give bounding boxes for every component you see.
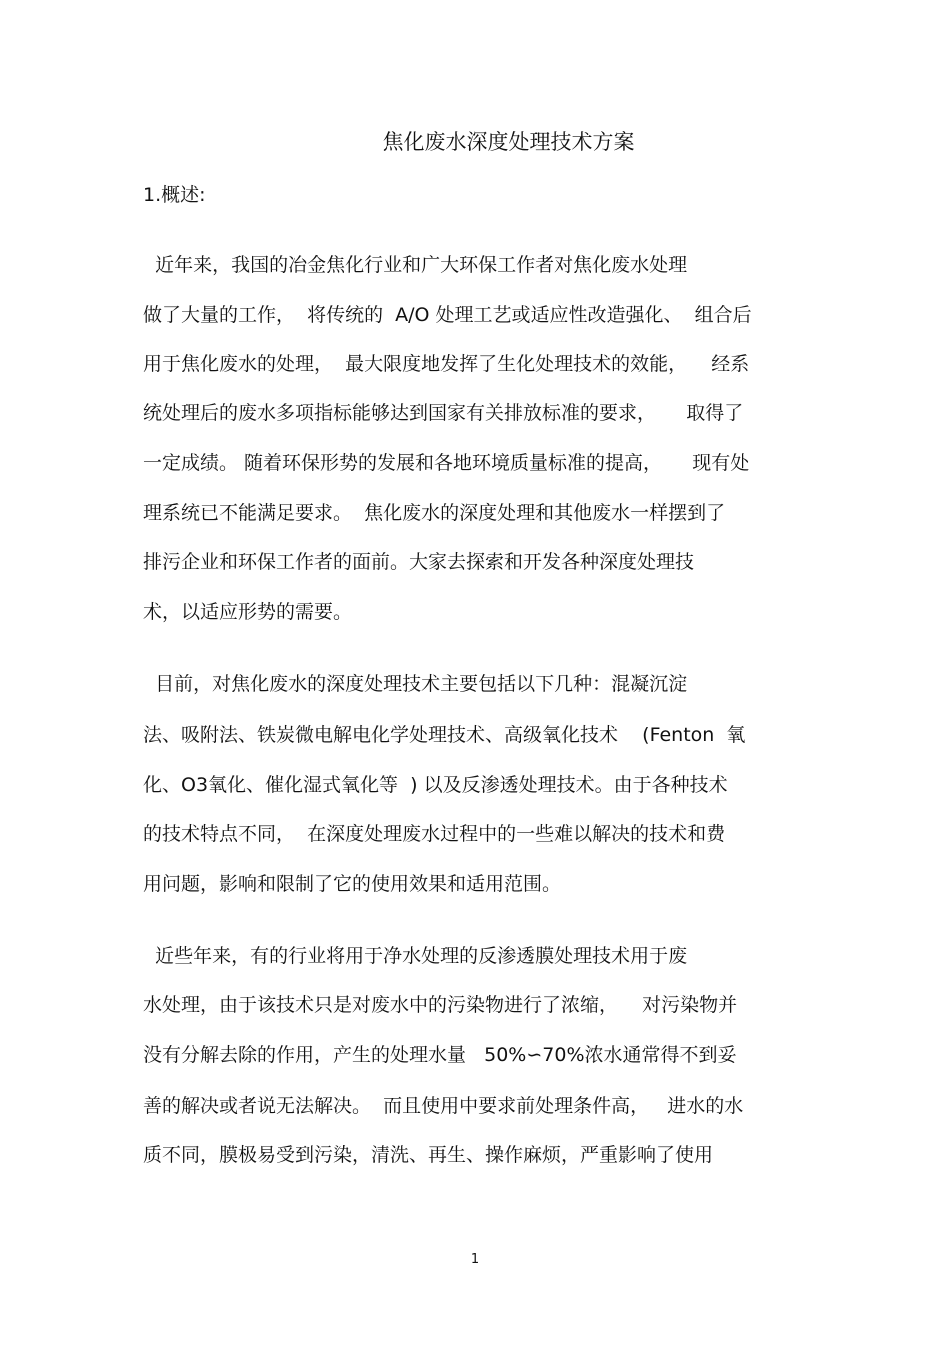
paragraph-1-line-2: 做了大量的工作， 将传统的 A/O 处理工艺或适应性改造强化、 组合后 (143, 304, 752, 326)
paragraph-1-line-7: 排污企业和环保工作者的面前。大家去探索和开发各种深度处理技 (143, 551, 695, 573)
paragraph-2-line-4: 的技术特点不同， 在深度处理废水过程中的一些难以解决的技术和费 (143, 823, 726, 845)
paragraph-2-line-2: 法、吸附法、铁炭微电解电化学处理技术、高级氧化技术 (Fenton 氧 (143, 724, 746, 746)
paragraph-1-line-3: 用于焦化废水的处理， 最大限度地发挥了生化处理技术的效能， 经系 (143, 353, 750, 375)
paragraph-1-line-1: 近年来，我国的冶金焦化行业和广大环保工作者对焦化废水处理 (143, 254, 688, 276)
paragraph-3-line-3: 没有分解去除的作用，产生的处理水量 50%∽70%浓水通常得不到妥 (143, 1044, 737, 1066)
paragraph-1-line-4: 统处理后的废水多项指标能够达到国家有关排放标准的要求， 取得了 (143, 402, 744, 424)
paragraph-1-line-6: 理系统已不能满足要求。 焦化废水的深度处理和其他废水一样摆到了 (143, 502, 726, 524)
paragraph-3-line-2: 水处理，由于该技术只是对废水中的污染物进行了浓缩， 对污染物并 (143, 994, 738, 1016)
paragraph-2-line-5: 用问题，影响和限制了它的使用效果和适用范围。 (143, 873, 562, 895)
paragraph-3-line-1: 近些年来，有的行业将用于净水处理的反渗透膜处理技术用于废 (143, 945, 688, 967)
document-title: 焦化废水深度处理技术方案 (382, 130, 635, 154)
paragraph-1-line-8: 术，以适应形势的需要。 (143, 601, 353, 623)
section-heading: 1.概述: (143, 184, 206, 206)
paragraph-3-line-4: 善的解决或者说无法解决。 而且使用中要求前处理条件高， 进水的水 (143, 1095, 744, 1117)
paragraph-2-line-1: 目前，对焦化废水的深度处理技术主要包括以下几种：混凝沉淀 (143, 673, 688, 695)
page-number: 1 (470, 1252, 480, 1267)
paragraph-2-line-3: 化、O3氧化、催化湿式氧化等 ) 以及反渗透处理技术。由于各种技术 (143, 774, 728, 796)
paragraph-1-line-5: 一定成绩。 随着环保形势的发展和各地环境质量标准的提高， 现有处 (143, 452, 750, 474)
paragraph-3-line-5: 质不同，膜极易受到污染，清洗、再生、操作麻烦，严重影响了使用 (143, 1144, 714, 1166)
